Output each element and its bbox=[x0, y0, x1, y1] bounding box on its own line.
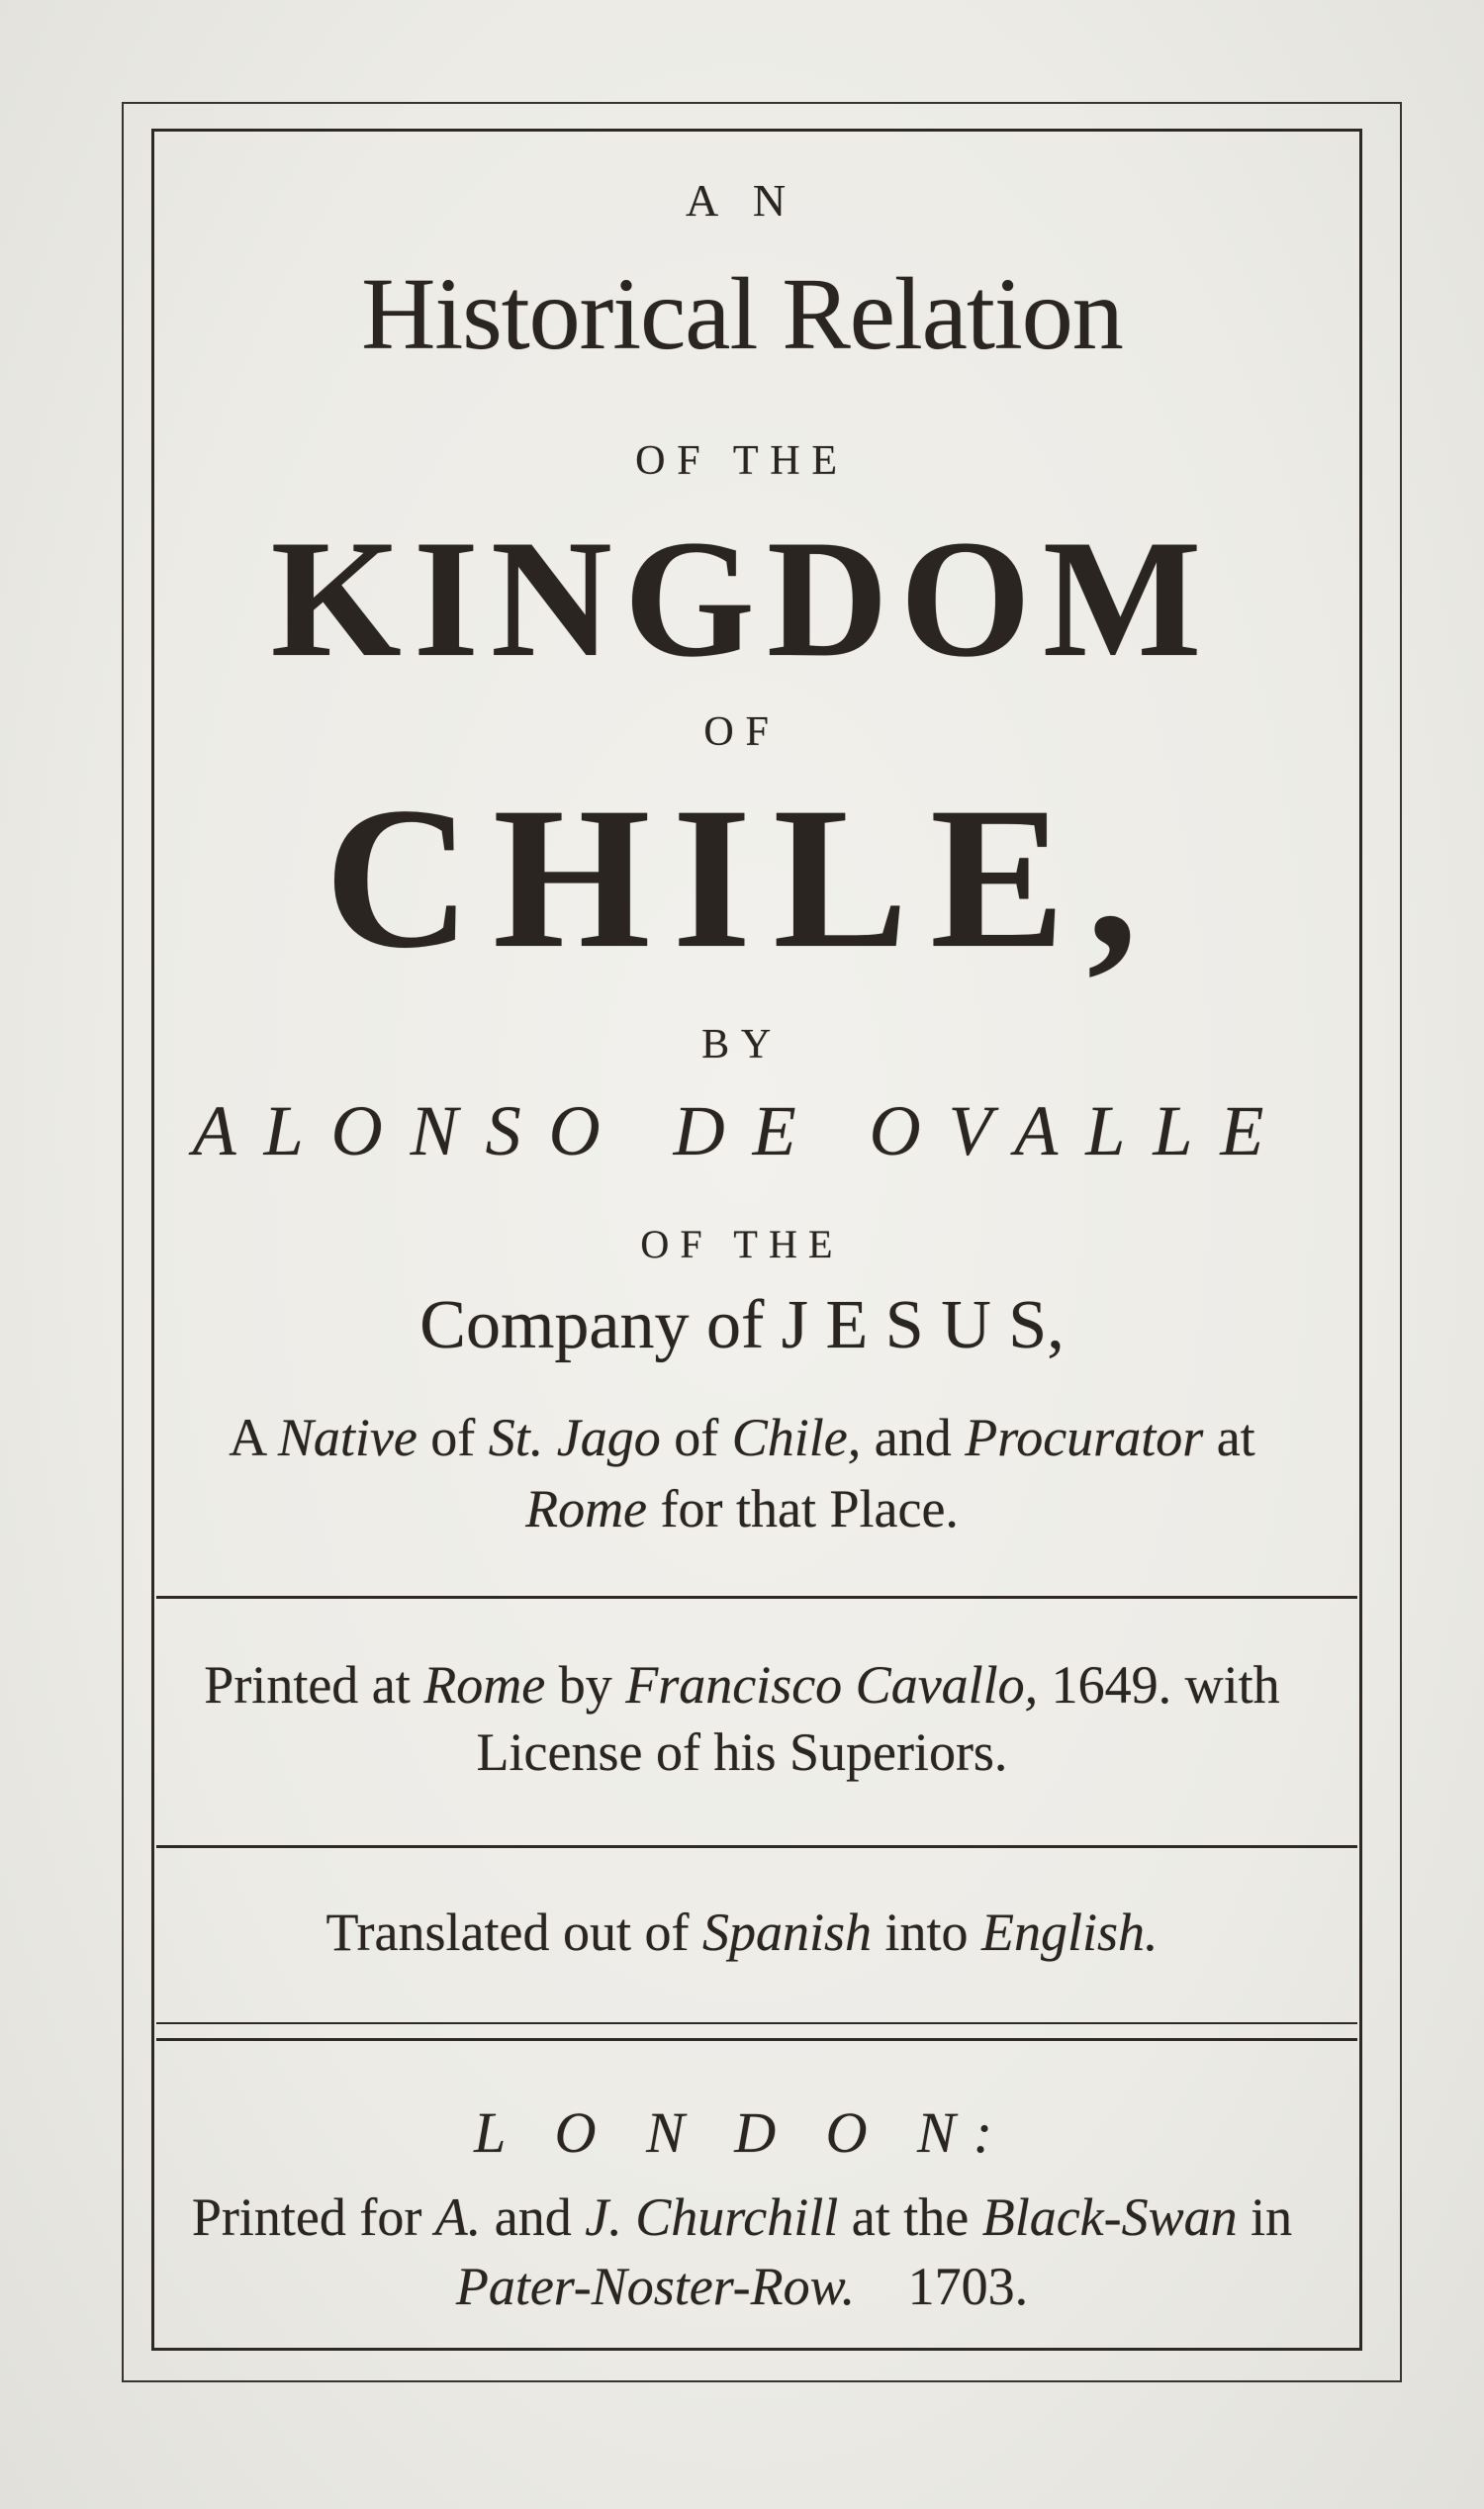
printed-word: 1649. with bbox=[1051, 1655, 1280, 1715]
printed-for-word: at the bbox=[851, 2187, 970, 2247]
paternoster-word: Pater-Noster-Row. bbox=[455, 2257, 856, 2316]
title-kingdom: KINGDOM bbox=[270, 506, 1214, 692]
native-word: at bbox=[1216, 1408, 1255, 1467]
native-line bbox=[0, 1407, 1484, 1468]
printed-word: Francisco Cavallo, bbox=[625, 1655, 1039, 1715]
translated-word: English. bbox=[981, 1903, 1159, 1962]
printed-for-word: and bbox=[494, 2187, 572, 2247]
title-by: BY bbox=[701, 1022, 783, 1068]
year: 1703. bbox=[907, 2257, 1029, 2316]
rule-1 bbox=[156, 1596, 1357, 1599]
printed-word: by bbox=[558, 1655, 612, 1715]
license-line: License of his Superiors. bbox=[476, 1722, 1008, 1782]
title-of-the-2: OF THE bbox=[640, 1222, 844, 1266]
translated-word: Translated out of bbox=[325, 1903, 690, 1962]
title-an: A N bbox=[685, 175, 799, 226]
native-word: and bbox=[874, 1408, 952, 1467]
paternoster-line bbox=[0, 2256, 1484, 2317]
printed-for-word: A. bbox=[434, 2187, 482, 2247]
translated-word: into bbox=[884, 1903, 969, 1962]
title-of-the: OF THE bbox=[635, 438, 849, 484]
rule-3 bbox=[156, 2022, 1357, 2024]
native-word: of bbox=[674, 1408, 719, 1467]
translated-line bbox=[0, 1902, 1484, 1963]
rule-4 bbox=[156, 2038, 1357, 2041]
native-word: Procurator bbox=[965, 1408, 1204, 1467]
native-word: of bbox=[430, 1408, 476, 1467]
rule-2 bbox=[156, 1845, 1357, 1848]
printed-line bbox=[0, 1654, 1484, 1716]
title-historical-relation: Historical Relation bbox=[361, 257, 1123, 371]
rome-word: for that Place. bbox=[660, 1479, 959, 1538]
native-word: A bbox=[229, 1408, 265, 1467]
native-word: Chile, bbox=[731, 1408, 862, 1467]
author-name: ALONSO DE OVALLE bbox=[192, 1091, 1292, 1170]
company-prefix: Company of bbox=[419, 1287, 765, 1363]
printed-for-word: Black-Swan bbox=[981, 2187, 1238, 2247]
translated-word: Spanish bbox=[701, 1903, 872, 1962]
title-chile: CHILE, bbox=[325, 766, 1159, 990]
printed-for-word: in bbox=[1251, 2187, 1293, 2247]
company-jesus: J E S U S, bbox=[781, 1287, 1065, 1363]
printed-word: Printed at bbox=[204, 1655, 411, 1715]
title-of: OF bbox=[703, 709, 781, 755]
printed-for-word: Printed for bbox=[191, 2187, 422, 2247]
printed-word: Rome bbox=[423, 1655, 546, 1715]
london: L O N D O N: bbox=[473, 2100, 1011, 2165]
rome-line bbox=[0, 1478, 1484, 1539]
native-word: Native bbox=[277, 1408, 417, 1467]
printed-for-word: J. Churchill bbox=[585, 2187, 839, 2247]
company-line bbox=[0, 1286, 1484, 1365]
native-word: St. Jago bbox=[488, 1408, 661, 1467]
rome-word: Rome bbox=[525, 1479, 648, 1538]
printed-for-line bbox=[0, 2186, 1484, 2248]
